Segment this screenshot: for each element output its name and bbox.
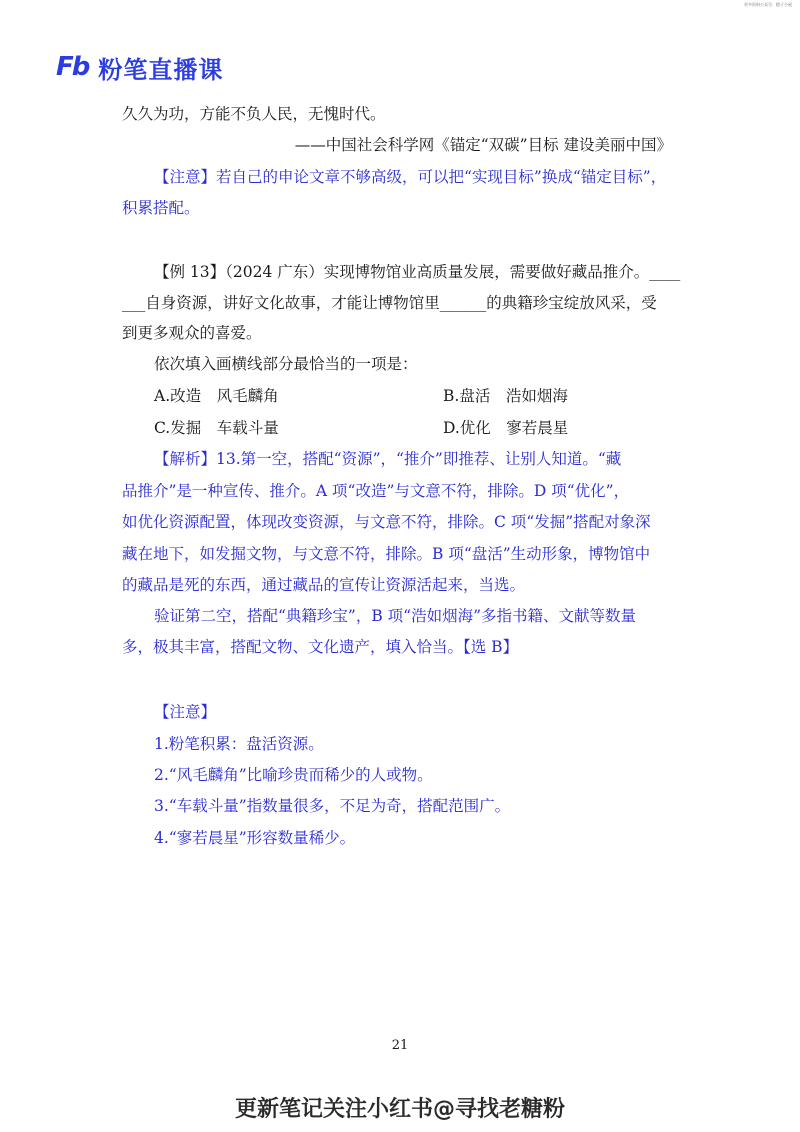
footer-banner: 更新笔记关注小红书@寻找老糖粉 bbox=[234, 1097, 565, 1122]
analysis-p1-line3: 如优化资源配置，体现改变资源，与文意不符，排除。C 项“发掘”搭配对象深 bbox=[122, 513, 651, 531]
analysis-p2-line2: 多，极其丰富，搭配文物、文化遗产，填入恰当。【选 B】 bbox=[122, 638, 519, 656]
analysis-p2-line1: 验证第二空，搭配“典籍珍宝”，B 项“浩如烟海”多指书籍、文献等数量 bbox=[154, 607, 637, 625]
option-b: B.盘活 浩如烟海 bbox=[443, 387, 568, 405]
fenbi-logo-icon: Fb bbox=[56, 52, 89, 82]
note2-item: 4.“寥若晨星”形容数量稀少。 bbox=[154, 829, 356, 847]
option-c: C.发掘 车载斗量 bbox=[154, 419, 279, 437]
brand-header bbox=[56, 50, 223, 84]
analysis-p1-line2: 品推介”是一种宣传、推介。A 项“改造”与文意不符，排除。D 项“优化”， bbox=[122, 482, 630, 500]
brand-name: 粉笔直播课 bbox=[98, 55, 224, 84]
analysis-p1-line4: 藏在地下，如发掘文物，与文意不符，排除。B 项“盘活”生动形象，博物馆中 bbox=[122, 545, 651, 563]
note2-item: 2.“风毛麟角”比喻珍贵而稀少的人或物。 bbox=[154, 766, 433, 784]
note1-line2: 积累搭配。 bbox=[122, 199, 200, 217]
note2-item: 1.粉笔积累：盘活资源。 bbox=[154, 735, 324, 753]
question-line1: 【例 13】（2024 广东）实现博物馆业高质量发展，需要做好藏品推介。____ bbox=[154, 263, 681, 281]
note1-line1: 【注意】若自己的申论文章不够高级，可以把“实现目标”换成“锚定目标”， bbox=[154, 168, 667, 186]
question-prompt: 依次填入画横线部分最恰当的一项是： bbox=[154, 355, 418, 373]
option-d: D.优化 寥若晨星 bbox=[443, 419, 569, 437]
quote-source: ——中国社会科学网《锚定“双碳”目标 建设美丽中国》 bbox=[294, 136, 672, 154]
quote-line: 久久为功，方能不负人民，无愧时代。 bbox=[122, 105, 386, 123]
note2-item: 3.“车载斗量”指数量很多，不足为奇，搭配范围广。 bbox=[154, 797, 511, 815]
corner-note: 更多资料公众号：橙子小屋 bbox=[744, 2, 792, 7]
question-line2: ___自身资源，讲好文化故事，才能让博物馆里______的典籍珍宝绽放风采，受 bbox=[122, 294, 657, 312]
analysis-p1-line1: 【解析】13.第一空，搭配“资源”，“推介”即推荐、让别人知道。“藏 bbox=[154, 450, 622, 468]
option-a: A.改造 风毛麟角 bbox=[154, 387, 279, 405]
note2-title: 【注意】 bbox=[154, 703, 217, 721]
page-number: 21 bbox=[391, 1038, 409, 1053]
analysis-p1-line5: 的藏品是死的东西，通过藏品的宣传让资源活起来，当选。 bbox=[122, 576, 526, 594]
question-line3: 到更多观众的喜爱。 bbox=[122, 324, 262, 342]
